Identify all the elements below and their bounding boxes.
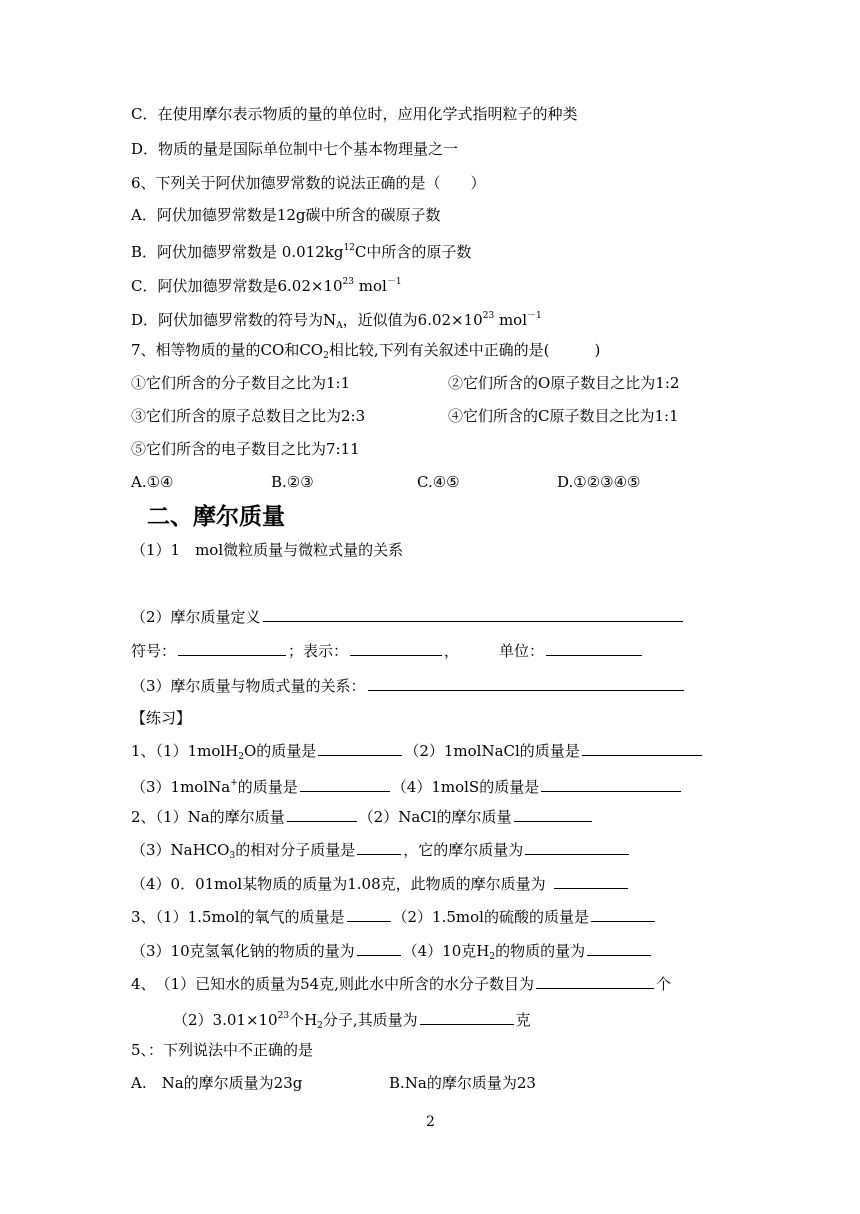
practice-5-option-a: A. Na的摩尔质量为23g [131, 1074, 303, 1092]
q6-d-exp: 23 [482, 311, 495, 321]
symbol-blank[interactable] [178, 640, 286, 656]
p3a: 3、（1）1.5mol的氧气的质量是 [131, 908, 345, 926]
definition-label: （2）摩尔质量定义 [131, 608, 261, 626]
practice-1-row2 [131, 773, 683, 797]
q7-stem-sub: 2 [323, 351, 329, 361]
q5-option-c: C．在使用摩尔表示物质的量的单位时，应用化学式指明粒子的种类 [131, 105, 578, 123]
p4b-sub: 2 [317, 1021, 323, 1031]
q7-item-2: ②它们所含的O原子数目之比为1:2 [448, 374, 680, 392]
q7-item-4: ④它们所含的C原子数目之比为1:1 [448, 407, 679, 425]
p3c: （3）10克氢氧化钠的物质的量为 [131, 942, 355, 960]
practice-2-row1 [131, 806, 594, 827]
q6-c-unit-exp: －1 [386, 277, 402, 287]
q7-option-c: C.④⑤ [417, 473, 460, 491]
p2d: （4）0．01mol某物质的质量为1.08克，此物质的摩尔质量为 [131, 875, 546, 893]
q6-stem: 6、下列关于阿伏加德罗常数的说法正确的是（ ） [131, 174, 486, 192]
p3d-2: 的物质的量为 [495, 942, 586, 960]
symbol-line [131, 640, 644, 661]
q6-d-unit: mol [494, 311, 527, 329]
p4a-blank[interactable] [536, 973, 654, 989]
p2c-2: 的相对分子质量是 [235, 841, 356, 859]
represent-blank[interactable] [350, 640, 442, 656]
p1a-2: O的质量是 [244, 742, 317, 760]
q6-d-text2: ，近似值为6.02×10 [342, 311, 483, 329]
p2c-blank-2[interactable] [525, 839, 629, 855]
q6-c-unit: mol [354, 277, 387, 295]
practice-5-option-b: B.Na的摩尔质量为23 [389, 1074, 536, 1092]
practice-heading: 【练习】 [131, 709, 192, 727]
q6-option-c [131, 272, 402, 296]
symbol-label: 符号： [131, 642, 177, 660]
q7-option-b: B.②③ [271, 473, 314, 491]
section-item-3 [131, 675, 686, 696]
q5-option-d: D．物质的量是国际单位制中七个基本物理量之一 [131, 140, 459, 158]
p1c-sup: + [230, 778, 238, 788]
practice-2-row2 [131, 839, 631, 866]
q6-b-text2: C中所含的原子数 [354, 243, 472, 261]
definition-blank[interactable] [263, 606, 683, 622]
p3a-blank[interactable] [347, 906, 391, 922]
p3b: （2）1.5mol的硫酸的质量是 [392, 908, 589, 926]
p3d: （4）10克H [402, 942, 490, 960]
p3d-blank[interactable] [587, 940, 651, 956]
p2c: （3）NaHCO [131, 841, 230, 859]
p1a-blank[interactable] [318, 740, 402, 756]
practice-1-row1 [131, 740, 704, 767]
q7-item-5: ⑤它们所含的电子数目之比为7:11 [131, 440, 360, 458]
q7-stem-text: 7、相等物质的量的CO和CO [131, 341, 324, 359]
unit-label: 单位： [499, 642, 545, 660]
p4b-2: 个H [289, 1011, 318, 1029]
q7-item-1: ①它们所含的分子数目之比为1:1 [131, 374, 351, 392]
q6-b-sup: 12 [343, 243, 355, 253]
p1c-blank[interactable] [300, 776, 390, 792]
q6-c-exp: 23 [342, 277, 354, 287]
p4a-unit: 个 [655, 975, 671, 993]
p1d-blank[interactable] [541, 776, 681, 792]
p1a-sub: 2 [238, 752, 244, 762]
p2d-blank[interactable] [554, 873, 628, 889]
q6-c-text: C．阿伏加德罗常数是6.02×10 [131, 277, 343, 295]
p1c: （3）1molNa [131, 778, 231, 796]
q7-item-3: ③它们所含的原子总数目之比为2:3 [131, 407, 366, 425]
p1a: 1、（1）1molH [131, 742, 239, 760]
p3b-blank[interactable] [591, 906, 655, 922]
q6-b-text: B．阿伏加德罗常数是 0.012kg [131, 243, 344, 261]
p2b: （2）NaCl的摩尔质量 [358, 808, 512, 826]
p3c-blank[interactable] [357, 940, 401, 956]
p1c-2: 的质量是 [237, 778, 298, 796]
practice-5-stem: 5、：下列说法中不正确的是 [131, 1041, 314, 1059]
practice-2-row3 [131, 873, 630, 894]
practice-4-row2 [173, 1006, 531, 1036]
p2c-blank-1[interactable] [357, 839, 401, 855]
p4b-blank[interactable] [420, 1009, 514, 1025]
p1b-blank[interactable] [582, 740, 702, 756]
p4b-unit: 克 [515, 1011, 531, 1029]
section-item-2 [131, 606, 685, 627]
q7-stem [131, 340, 600, 366]
page-number: 2 [426, 1114, 435, 1130]
q6-d-text: D．阿伏加德罗常数的符号为N [131, 311, 337, 329]
p4b-sup: 23 [277, 1011, 290, 1021]
q6-option-a: A．阿伏加德罗常数是12g碳中所含的碳原子数 [131, 206, 441, 224]
practice-3-row1 [131, 906, 657, 927]
q6-d-unit-exp: －1 [527, 311, 542, 321]
p2c-sub: 3 [229, 851, 236, 861]
p2a: 2、（1）Na的摩尔质量 [131, 808, 285, 826]
p2a-blank[interactable] [287, 806, 357, 822]
p3d-sub: 2 [489, 952, 496, 962]
comma: ， [444, 642, 460, 660]
p1d: （4）1molS的质量是 [391, 778, 540, 796]
q6-d-sub: A [336, 321, 343, 331]
p2c-3: ，它的摩尔质量为 [403, 841, 524, 859]
p1b: （2）1molNaCl的质量是 [404, 742, 580, 760]
p4a: 4、 （1）已知水的质量为54克,则此水中所含的水分子数目为 [131, 975, 534, 993]
p4b-3: 分子,其质量为 [322, 1011, 418, 1029]
p2b-blank[interactable] [514, 806, 592, 822]
section-title: 二、摩尔质量 [147, 504, 285, 530]
q6-option-b [131, 238, 471, 262]
represent-label: ；表示： [288, 642, 349, 660]
q6-option-d [131, 306, 542, 336]
q7-option-a: A.①④ [131, 473, 174, 491]
p4b: （2）3.01×10 [173, 1011, 278, 1029]
practice-4-row1 [131, 973, 671, 994]
q7-row1 [131, 373, 350, 393]
section-item-1: （1）1 mol微粒质量与微粒式量的关系 [131, 541, 404, 559]
q7-stem-text2: 相比较,下列有关叙述中正确的是( ) [328, 341, 601, 359]
unit-blank[interactable] [546, 640, 642, 656]
practice-3-row2 [131, 940, 653, 967]
relation-blank[interactable] [368, 675, 684, 691]
relation-label: （3）摩尔质量与物质式量的关系： [131, 677, 366, 695]
q7-option-d: D.①②③④⑤ [557, 473, 641, 491]
